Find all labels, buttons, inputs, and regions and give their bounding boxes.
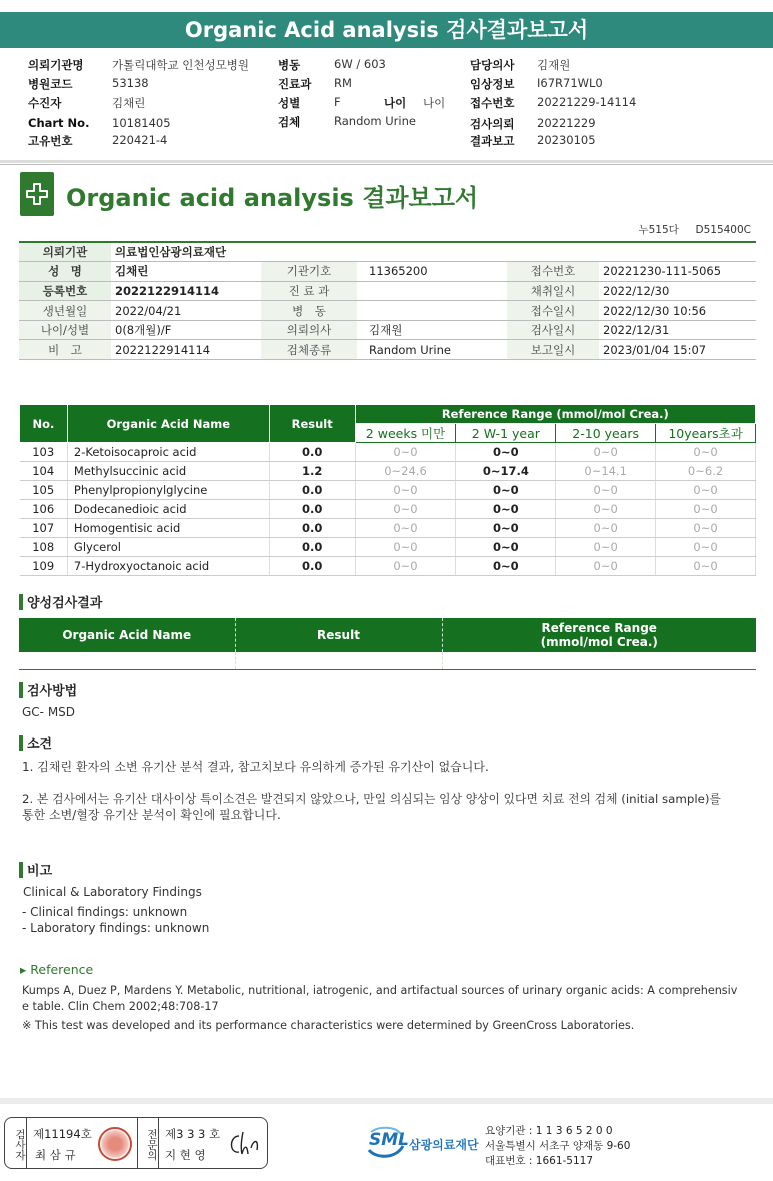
header-value: Random Urine bbox=[334, 114, 416, 128]
header-label: 병원코드 bbox=[28, 77, 73, 91]
info-value: 2022122914114 bbox=[111, 281, 261, 301]
remarks-line: Clinical & Laboratory Findings bbox=[23, 885, 202, 899]
info-label: 의뢰의사 bbox=[261, 320, 357, 340]
ref-2w-1y: 0~17.4 bbox=[456, 462, 556, 481]
info-value: 2022122914114 bbox=[111, 340, 261, 360]
ref-under-2w: 0~0 bbox=[355, 500, 456, 519]
result-value: 0.0 bbox=[269, 500, 355, 519]
ref-over-10y: 0~0 bbox=[656, 481, 756, 500]
ref-2-10y: 0~0 bbox=[556, 557, 656, 576]
section-title: 양성검사결과 bbox=[27, 596, 103, 611]
lab-contact bbox=[485, 1124, 630, 1169]
reference-line: e table. Clin Chem 2002;48:708-17 bbox=[22, 1000, 219, 1013]
reference-title: Reference bbox=[30, 962, 94, 977]
signer-name: 지 현 영 bbox=[165, 1148, 206, 1162]
result-value: 0.0 bbox=[269, 538, 355, 557]
acid-name: Dodecanedioic acid bbox=[67, 500, 269, 519]
header-label: 검사의뢰 bbox=[470, 117, 515, 131]
ref-over-10y: 0~0 bbox=[656, 519, 756, 538]
results-table bbox=[19, 404, 756, 576]
acid-name: 7-Hydroxyoctanoic acid bbox=[67, 557, 269, 576]
ref-over-10y: 0~0 bbox=[656, 538, 756, 557]
header-label: 담당의사 bbox=[470, 58, 515, 72]
info-label: 진 료 과 bbox=[261, 281, 357, 301]
ref-under-2w: 0~24.6 bbox=[355, 462, 456, 481]
header-label: 접수번호 bbox=[470, 96, 515, 110]
greencross-logo-icon bbox=[20, 172, 54, 216]
ref-over-10y: 0~0 bbox=[656, 500, 756, 519]
table-row bbox=[20, 519, 756, 538]
ref-under-2w: 0~0 bbox=[355, 538, 456, 557]
acid-name: 2-Ketoisocaproic acid bbox=[67, 443, 269, 462]
table-row bbox=[19, 320, 756, 340]
info-label: 병 동 bbox=[261, 301, 357, 321]
ref-under-2w: 0~0 bbox=[355, 557, 456, 576]
ref-under-2w: 0~0 bbox=[355, 519, 456, 538]
acid-name: Methylsuccinic acid bbox=[67, 462, 269, 481]
remarks-line: - Laboratory findings: unknown bbox=[22, 921, 210, 935]
ref-over-10y: 0~0 bbox=[656, 557, 756, 576]
info-value: 2022/04/21 bbox=[111, 301, 261, 321]
ref-2-10y: 0~0 bbox=[556, 519, 656, 538]
info-label: 의뢰기관 bbox=[19, 242, 111, 262]
ref-2-10y: 0~14.1 bbox=[556, 462, 656, 481]
section-opinion bbox=[19, 733, 52, 752]
lab-line: 서울특별시 서초구 양재동 9-60 bbox=[485, 1140, 631, 1152]
info-label: 등록번호 bbox=[19, 281, 111, 301]
opinion-line: 1. 김채린 환자의 소변 유기산 분석 결과, 참고치보다 유의하게 증가된 유기산이 없습니다. bbox=[22, 760, 489, 774]
ref-2w-1y: 0~0 bbox=[456, 443, 556, 462]
table-row bbox=[20, 462, 756, 481]
table-row bbox=[19, 301, 756, 321]
info-value: 11365200 bbox=[357, 262, 507, 282]
info-label: 생년월일 bbox=[19, 301, 111, 321]
info-label: 검체종류 bbox=[261, 340, 357, 360]
divider bbox=[0, 164, 773, 165]
info-value: 2022/12/30 bbox=[599, 281, 756, 301]
info-label: 채취일시 bbox=[507, 281, 599, 301]
reference-heading: ▸ Reference bbox=[20, 962, 94, 977]
header-value: 6W / 603 bbox=[334, 57, 386, 71]
row-no: 106 bbox=[20, 500, 68, 519]
ref-2w-1y: 0~0 bbox=[456, 519, 556, 538]
remarks-line: - Clinical findings: unknown bbox=[22, 905, 188, 919]
license-no: 제11194호 bbox=[33, 1127, 92, 1141]
info-value: Random Urine bbox=[357, 340, 507, 360]
info-label: 접수번호 bbox=[507, 262, 599, 282]
header-label: 진료과 bbox=[278, 77, 312, 91]
col-header-reference bbox=[442, 618, 756, 652]
section-marker bbox=[19, 735, 23, 751]
row-no: 109 bbox=[20, 557, 68, 576]
info-value bbox=[357, 301, 507, 321]
header-value: 나이 bbox=[423, 96, 446, 110]
opinion-line: 2. 본 검사에서는 유기산 대사이상 특이소견은 발견되지 않았으나, 만일 의심되는 임상 양상이 있다면 치료 전의 검체 (initial sample)를 bbox=[22, 792, 721, 806]
org-name: 삼광의료재단 bbox=[409, 1138, 479, 1152]
row-no: 104 bbox=[20, 462, 68, 481]
header-value: F bbox=[334, 95, 341, 109]
acid-name: Phenylpropionylglycine bbox=[67, 481, 269, 500]
lab-line: 요양기관 : 1 1 3 6 5 2 0 0 bbox=[485, 1125, 613, 1137]
header-value: 53138 bbox=[112, 76, 149, 90]
table-row bbox=[19, 652, 756, 669]
col-header-result: Result bbox=[269, 405, 355, 443]
col-header-no: No. bbox=[20, 405, 68, 443]
col-header-reference: Reference Range (mmol/mol Crea.) bbox=[355, 405, 755, 424]
acid-name: Homogentisic acid bbox=[67, 519, 269, 538]
info-value: 김채린 bbox=[111, 262, 261, 282]
result-value: 0.0 bbox=[269, 443, 355, 462]
header-value: I67R71WL0 bbox=[537, 76, 603, 90]
info-label: 성 명 bbox=[19, 262, 111, 282]
header-value: 김채린 bbox=[112, 96, 146, 110]
col-header-name: Organic Acid Name bbox=[19, 618, 235, 652]
section-marker bbox=[19, 594, 23, 610]
col-header-result: Result bbox=[235, 618, 442, 652]
table-row bbox=[19, 262, 756, 282]
header-label: Chart No. bbox=[28, 116, 90, 130]
header-line: Reference Range bbox=[541, 621, 657, 635]
table-row bbox=[20, 481, 756, 500]
ref-2-10y: 0~0 bbox=[556, 481, 656, 500]
result-value: 1.2 bbox=[269, 462, 355, 481]
info-label: 비 고 bbox=[19, 340, 111, 360]
col-header-age: 2-10 years bbox=[556, 424, 656, 443]
header-value: 20221229-14114 bbox=[537, 95, 637, 109]
section-title: 검사방법 bbox=[27, 684, 78, 699]
table-row bbox=[20, 538, 756, 557]
col-header-age: 2 weeks 미만 bbox=[355, 424, 456, 443]
role-label: 검사자 bbox=[5, 1118, 27, 1168]
ref-2w-1y: 0~0 bbox=[456, 557, 556, 576]
sml-text: SML bbox=[369, 1130, 409, 1150]
info-label: 기관기호 bbox=[261, 262, 357, 282]
ref-under-2w: 0~0 bbox=[355, 481, 456, 500]
ref-2-10y: 0~0 bbox=[556, 538, 656, 557]
positive-results-table bbox=[19, 618, 756, 670]
row-no: 107 bbox=[20, 519, 68, 538]
header-value: 20221229 bbox=[537, 116, 596, 130]
signature-icon bbox=[225, 1128, 263, 1160]
col-header-age: 10years초과 bbox=[656, 424, 756, 443]
table-row bbox=[20, 500, 756, 519]
opinion-line: 통한 소변/혈장 유기산 분석이 확인에 필요합니다. bbox=[22, 808, 281, 822]
header-label: 결과보고 bbox=[470, 134, 515, 148]
acid-name: Glycerol bbox=[67, 538, 269, 557]
info-value: 0(8개월)/F bbox=[111, 320, 261, 340]
info-label: 나이/성별 bbox=[19, 320, 111, 340]
section-positive bbox=[19, 592, 102, 611]
header-label: 검체 bbox=[278, 115, 301, 129]
section-marker bbox=[19, 862, 23, 878]
row-no: 103 bbox=[20, 443, 68, 462]
header-label: 병동 bbox=[278, 58, 301, 72]
header-line: (mmol/mol Crea.) bbox=[540, 635, 658, 649]
signer-name: 최 삼 규 bbox=[35, 1148, 76, 1162]
ref-2w-1y: 0~0 bbox=[456, 500, 556, 519]
table-row bbox=[20, 443, 756, 462]
table-row bbox=[19, 281, 756, 301]
section-title: 소견 bbox=[27, 737, 53, 752]
header-value: 10181405 bbox=[112, 116, 171, 130]
signature-box bbox=[4, 1117, 268, 1169]
report-code: 누515다 D515400C bbox=[638, 224, 751, 236]
patient-info-table bbox=[19, 241, 756, 360]
info-label: 접수일시 bbox=[507, 301, 599, 321]
sml-logo bbox=[365, 1124, 479, 1165]
reference-line: Kumps A, Duez P, Mardens Y. Metabolic, nutritional, iatrogenic, and artifactual sources of urinary organic acids: A comprehensiv bbox=[22, 984, 738, 997]
section-remarks bbox=[19, 860, 52, 879]
reference-line: ※ This test was developed and its performance characteristics were determined by GreenCross Laboratories. bbox=[22, 1019, 635, 1032]
info-value: 의료법인삼광의료재단 bbox=[111, 242, 756, 262]
ref-under-2w: 0~0 bbox=[355, 443, 456, 462]
header-label: 임상정보 bbox=[470, 77, 515, 91]
section-marker bbox=[19, 682, 23, 698]
patient-header bbox=[0, 50, 773, 150]
info-value bbox=[357, 281, 507, 301]
report-title: Organic acid analysis 결과보고서 bbox=[66, 184, 479, 212]
ref-2w-1y: 0~0 bbox=[456, 481, 556, 500]
header-value: 가톨릭대학교 인천성모병원 bbox=[112, 58, 249, 72]
table-row bbox=[19, 340, 756, 360]
header-label: 수진자 bbox=[28, 96, 62, 110]
col-header-age: 2 W-1 year bbox=[456, 424, 556, 443]
info-value: 김재원 bbox=[357, 320, 507, 340]
header-label: 성별 bbox=[278, 96, 301, 110]
header-label: 고유번호 bbox=[28, 134, 73, 148]
info-value: 2022/12/31 bbox=[599, 320, 756, 340]
table-row bbox=[20, 557, 756, 576]
method-value: GC- MSD bbox=[22, 705, 76, 719]
report-banner: Organic Acid analysis 검사결과보고서 bbox=[0, 12, 773, 48]
header-value: 20230105 bbox=[537, 133, 596, 147]
ref-2-10y: 0~0 bbox=[556, 500, 656, 519]
result-value: 0.0 bbox=[269, 519, 355, 538]
col-header-name: Organic Acid Name bbox=[67, 405, 269, 443]
section-title: 비고 bbox=[27, 864, 53, 879]
header-label: 나이 bbox=[384, 96, 407, 110]
role-label: 전문의 bbox=[137, 1118, 159, 1168]
seal-stamp-icon bbox=[98, 1127, 132, 1161]
section-method bbox=[19, 680, 77, 699]
row-no: 108 bbox=[20, 538, 68, 557]
header-value: 220421-4 bbox=[112, 133, 168, 147]
lab-line: 대표번호 : 1661-5117 bbox=[485, 1155, 594, 1167]
ref-over-10y: 0~0 bbox=[656, 443, 756, 462]
license-no: 제3 3 3 호 bbox=[165, 1127, 221, 1141]
info-label: 검사일시 bbox=[507, 320, 599, 340]
info-label: 보고일시 bbox=[507, 340, 599, 360]
header-label: 의뢰기관명 bbox=[28, 58, 84, 72]
header-value: RM bbox=[334, 76, 352, 90]
info-value: 20221230-111-5065 bbox=[599, 262, 756, 282]
result-value: 0.0 bbox=[269, 557, 355, 576]
info-value: 2023/01/04 15:07 bbox=[599, 340, 756, 360]
ref-2w-1y: 0~0 bbox=[456, 538, 556, 557]
ref-2-10y: 0~0 bbox=[556, 443, 656, 462]
result-value: 0.0 bbox=[269, 481, 355, 500]
ref-over-10y: 0~6.2 bbox=[656, 462, 756, 481]
row-no: 105 bbox=[20, 481, 68, 500]
table-row bbox=[19, 242, 756, 262]
header-value: 김재원 bbox=[537, 58, 571, 72]
info-value: 2022/12/30 10:56 bbox=[599, 301, 756, 321]
divider bbox=[0, 160, 773, 163]
